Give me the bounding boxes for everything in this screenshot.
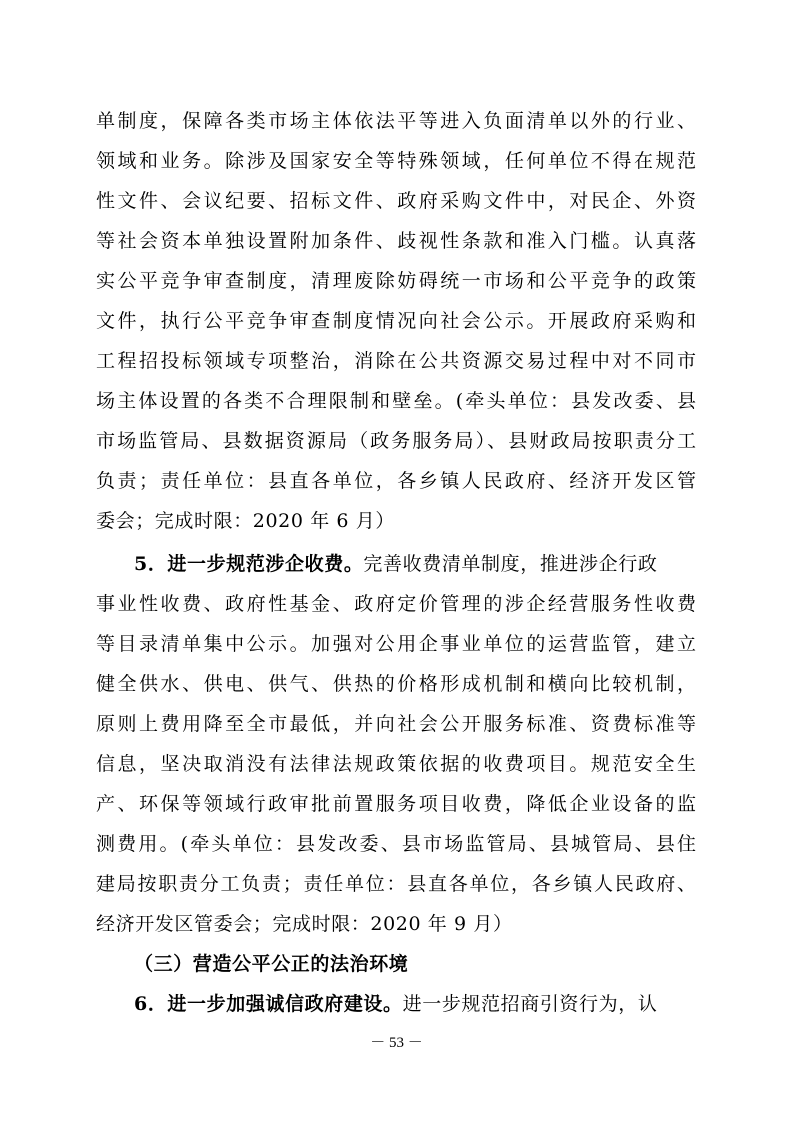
body-line: 等社会资本单独设置附加条件、歧视性条款和准入门槛。认真落 <box>96 230 696 252</box>
body-line: 信息，坚决取消没有法律法规政策依据的收费项目。规范安全生 <box>96 753 696 775</box>
body-line: 建局按职责分工负责；责任单位：县直各单位，各乡镇人民政府、 <box>96 873 696 895</box>
body-line: 健全供水、供电、供气、供热的价格形成机制和横向比较机制， <box>96 673 696 695</box>
section-heading: （三）营造公平公正的法治环境 <box>134 953 409 975</box>
body-line: 经济开发区管委会；完成时限：2020 年 9 月） <box>96 913 513 935</box>
body-line: 原则上费用降至全市最低，并向社会公开服务标准、资费标准等 <box>96 713 696 735</box>
body-line: 事业性收费、政府性基金、政府定价管理的涉企经营服务性收费 <box>96 593 696 615</box>
body-line: 领域和业务。除涉及国家安全等特殊领域，任何单位不得在规范 <box>96 150 696 172</box>
body-line: 等目录清单集中公示。加强对公用企事业单位的运营监管，建立 <box>96 633 696 655</box>
item-5-first-text: 完善收费清单制度，推进涉企行政 <box>363 553 658 575</box>
body-line: 测费用。(牵头单位：县发改委、县市场监管局、县城管局、县住 <box>96 833 696 855</box>
body-line: 负责；责任单位：县直各单位，各乡镇人民政府、经济开发区管 <box>96 470 696 492</box>
item-5-heading: 5．进一步规范涉企收费。 <box>134 553 364 575</box>
body-line: 场主体设置的各类不合理限制和壁垒。(牵头单位：县发改委、县 <box>96 390 696 412</box>
body-line: 单制度，保障各类市场主体依法平等进入负面清单以外的行业、 <box>96 110 696 132</box>
body-line: 委会；完成时限：2020 年 6 月） <box>96 510 395 532</box>
body-line: 产、环保等领域行政审批前置服务项目收费，降低企业设备的监 <box>96 793 696 815</box>
item-5-first-line <box>134 544 696 584</box>
body-line: 实公平竞争审查制度，清理废除妨碍统一市场和公平竞争的政策 <box>96 270 696 292</box>
body-line: 文件，执行公平竞争审查制度情况向社会公示。开展政府采购和 <box>96 310 696 332</box>
body-line: 市场监管局、县数据资源局（政务服务局）、县财政局按职责分工 <box>96 430 696 452</box>
body-line: 性文件、会议纪要、招标文件、政府采购文件中，对民企、外资 <box>96 190 696 212</box>
item-6-first-text: 进一步规范招商引资行为，认 <box>402 993 658 1015</box>
item-6-heading: 6．进一步加强诚信政府建设。 <box>134 993 403 1015</box>
body-line: 工程招投标领域专项整治，消除在公共资源交易过程中对不同市 <box>96 350 696 372</box>
item-6-first-line <box>134 984 696 1024</box>
page-number: － 53 － <box>370 1035 423 1051</box>
